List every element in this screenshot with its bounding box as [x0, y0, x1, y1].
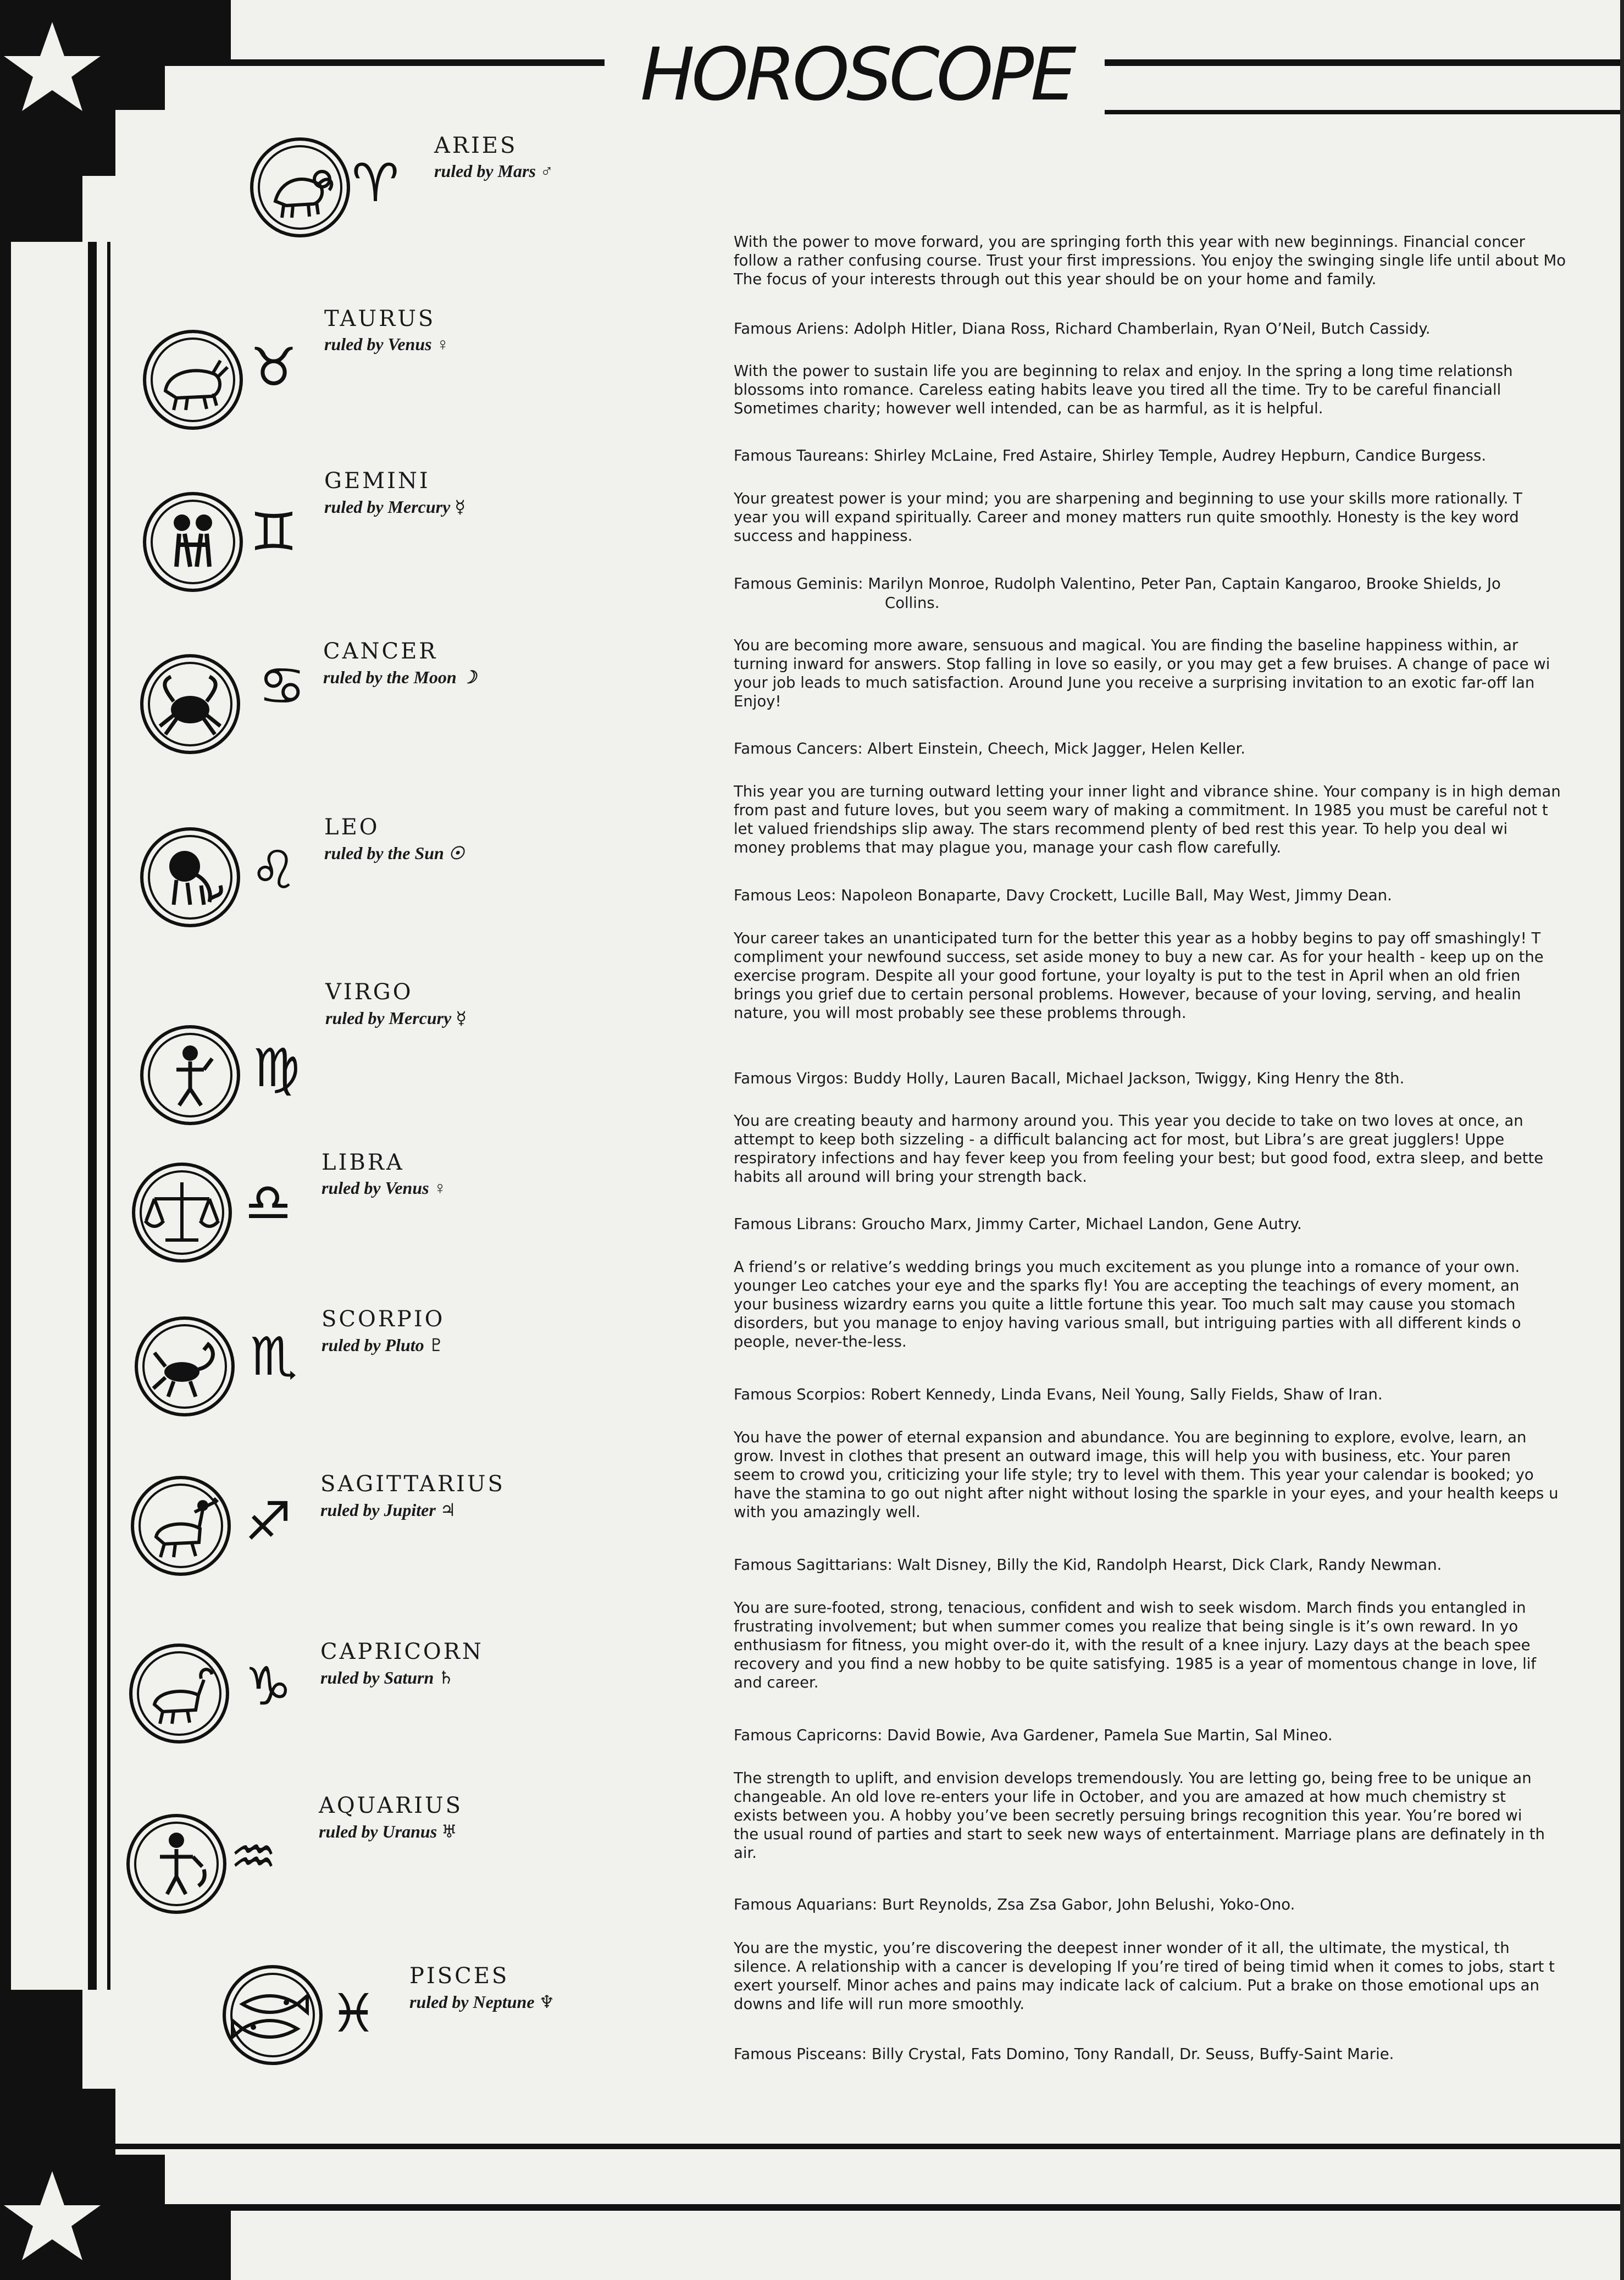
sign-name: LEO: [324, 815, 380, 840]
famous-scorpio: Famous Scorpios: Robert Kennedy, Linda Evans, Neil Young, Sally Fields, Shaw of Iran.: [734, 1386, 1383, 1403]
entry-line: people, never-the-less.: [734, 1333, 907, 1351]
sign-ruler: ruled by the Sun ☉: [324, 843, 464, 863]
entry-line: You have the power of eternal expansion and abundance. You are beginning to explore, evolve, learn, an: [734, 1429, 1527, 1446]
entry-line: You are becoming more aware, sensuous and magical. You are finding the baseline happiness within, ar: [734, 637, 1518, 654]
famous-aquarius: Famous Aquarians: Burt Reynolds, Zsa Zsa Gabor, John Belushi, Yoko-Ono.: [734, 1896, 1295, 1913]
sign-label-scorpio: [322, 1308, 445, 1355]
sign-ruler: ruled by Mars ♂: [434, 161, 553, 181]
famous-gemini: Famous Geminis: Marilyn Monroe, Rudolph Valentino, Peter Pan, Captain Kangaroo, Brooke Shields, Jo: [734, 575, 1501, 593]
fish-icon: [223, 1965, 323, 2065]
entry-line: seem to crowd you, criticizing your life style; try to level with them. This year your calendar is booked; yo: [734, 1466, 1534, 1484]
entry-line: With the power to sustain life you are beginning to relax and enjoy. In the spring a long time relationsh: [734, 362, 1513, 380]
entry-line: have the stamina to go out night after night without losing the sparkle in your eyes, and your health keeps u: [734, 1485, 1559, 1502]
sign-ruler: ruled by Pluto ♇: [322, 1335, 445, 1355]
entry-line: nature, you will most probably see these problems through.: [734, 1004, 1187, 1022]
lion-icon: [140, 827, 240, 927]
sign-label-aquarius: [319, 1795, 463, 1842]
sign-ruler: ruled by Saturn ♄: [320, 1668, 454, 1687]
sign-ruler: ruled by Mercury ☿: [324, 497, 465, 517]
entry-line: exists between you. A hobby you’ve been secretly persuing brings recognition this year. You’re bored wi: [734, 1807, 1522, 1824]
sign-ruler: ruled by Venus ♀: [324, 334, 450, 354]
entry-line: disorders, but you manage to enjoy having various small, but intriguing parties with all different kinds o: [734, 1314, 1521, 1332]
goat-icon: [129, 1643, 229, 1744]
entry-aquarius: [734, 1769, 1624, 1862]
entry-line: turning inward for answers. Stop falling in love so easily, or you may get a few bruises. A change of pace wi: [734, 655, 1550, 673]
scorpion-icon: [135, 1316, 235, 1416]
entry-line: attempt to keep both sizzeling - a difficult balancing act for most, but Libra’s are great jugglers! Uppe: [734, 1131, 1505, 1148]
entry-line: Your career takes an unanticipated turn for the better this year as a hobby begins to pay off smashingly! T: [734, 929, 1541, 947]
entry-line: A friend’s or relative’s wedding brings you much excitement as you plunge into a romance of your own.: [734, 1258, 1520, 1276]
maiden-icon: [140, 1025, 240, 1125]
sign-label-aries: [434, 135, 553, 181]
entry-virgo: [734, 929, 1624, 1022]
entry-line: grow. Invest in clothes that present an outward image, this will help you with business, etc. Your paren: [734, 1447, 1511, 1465]
entry-line: from past and future loves, but you seem wary of making a commitment. In 1985 you must be careful not t: [734, 801, 1548, 819]
libra-glyph-icon: ♎: [245, 1172, 292, 1233]
entry-scorpio: [734, 1258, 1624, 1351]
sign-name: LIBRA: [322, 1150, 404, 1175]
sign-ruler: ruled by Jupiter ♃: [320, 1500, 456, 1520]
sign-name: ARIES: [434, 133, 518, 158]
entry-line: blossoms into romance. Careless eating habits leave you tired all the time. Try to be careful financiall: [734, 381, 1501, 399]
sign-name: TAURUS: [324, 306, 436, 331]
entry-line: your job leads to much satisfaction. Around June you receive a surprising invitation to an exotic far-off lan: [734, 674, 1535, 691]
entry-line: You are the mystic, you’re discovering the deepest inner wonder of it all, the ultimate, the mystical, th: [734, 1939, 1510, 1957]
entry-line: money problems that may plague you, manage your cash flow carefully.: [734, 839, 1282, 856]
archer-icon: [131, 1476, 231, 1576]
aries-glyph-icon: ♈: [352, 152, 400, 214]
entry-libra: [734, 1111, 1624, 1186]
virgo-glyph-icon: ♍: [253, 1037, 301, 1099]
pisces-glyph-icon: ♓: [330, 1983, 378, 2044]
entry-line: downs and life will run more smoothly.: [734, 1995, 1025, 2013]
entry-line: The focus of your interests through out this year should be on your home and family.: [734, 270, 1377, 288]
famous-gemini-continued: Collins.: [885, 594, 940, 612]
entry-line: your business wizardry earns you quite a little fortune this year. Too much salt may cause you stomach: [734, 1296, 1516, 1313]
cancer-glyph-icon: ♋: [258, 655, 306, 717]
sign-ruler: ruled by the Moon ☽: [323, 667, 477, 687]
sign-ruler: ruled by Venus ♀: [322, 1178, 447, 1198]
entry-line: silence. A relationship with a cancer is developing If you’re tired of being timid when it comes to jobs, start t: [734, 1958, 1555, 1975]
famous-cancer: Famous Cancers: Albert Einstein, Cheech, Mick Jagger, Helen Keller.: [734, 740, 1245, 757]
sign-label-virgo: [325, 981, 467, 1028]
sign-label-pisces: [409, 1965, 555, 2012]
famous-libra: Famous Librans: Groucho Marx, Jimmy Carter, Michael Landon, Gene Autry.: [734, 1215, 1302, 1233]
entry-aries: [734, 233, 1624, 289]
entry-line: The strength to uplift, and envision develops tremendously. You are letting go, being free to be unique an: [734, 1769, 1532, 1787]
entry-gemini: [734, 489, 1624, 545]
entry-line: success and happiness.: [734, 527, 913, 545]
sign-label-gemini: [324, 470, 465, 517]
famous-capricorn: Famous Capricorns: David Bowie, Ava Gardener, Pamela Sue Martin, Sal Mineo.: [734, 1726, 1333, 1744]
sign-ruler: ruled by Mercury ☿: [325, 1008, 467, 1028]
entry-taurus: [734, 362, 1624, 418]
entry-line: let valued friendships slip away. The stars recommend plenty of bed rest this year. To help you deal wi: [734, 820, 1508, 838]
sign-label-cancer: [323, 640, 476, 688]
famous-aries: Famous Ariens: Adolph Hitler, Diana Ross, Richard Chamberlain, Ryan O’Neil, Butch Cassidy.: [734, 320, 1431, 337]
famous-leo: Famous Leos: Napoleon Bonaparte, Davy Crockett, Lucille Ball, May West, Jimmy Dean.: [734, 887, 1392, 904]
sign-name: SCORPIO: [322, 1307, 445, 1332]
aquarius-glyph-icon: ♒: [230, 1826, 278, 1888]
entry-line: You are creating beauty and harmony around you. This year you decide to take on two loves at once, an: [734, 1112, 1523, 1130]
capricorn-glyph-icon: ♑: [245, 1656, 292, 1717]
scorpio-glyph-icon: ♏: [250, 1326, 298, 1387]
entry-line: Sometimes charity; however well intended, can be as harmful, as it is helpful.: [734, 400, 1323, 417]
entry-capricorn: [734, 1598, 1624, 1692]
entry-line: exercise program. Despite all your good fortune, your loyalty is put to the test in April when an old frien: [734, 967, 1521, 984]
sign-label-taurus: [324, 308, 450, 355]
entry-line: respiratory infections and hay fever keep you from feeling your best; but good food, extra sleep, and bette: [734, 1149, 1544, 1167]
entry-line: exert yourself. Minor aches and pains may indicate lack of calcium. Put a brake on those emotional ups an: [734, 1977, 1539, 1994]
sign-label-leo: [324, 816, 464, 864]
crab-icon: [140, 654, 240, 754]
sign-label-capricorn: [320, 1641, 484, 1688]
ram-icon: [250, 137, 350, 237]
entry-line: Your greatest power is your mind; you are sharpening and beginning to use your skills more rationally. T: [734, 490, 1522, 507]
famous-pisces: Famous Pisceans: Billy Crystal, Fats Domino, Tony Randall, Dr. Seuss, Buffy-Saint Marie.: [734, 2045, 1394, 2063]
entry-line: with you amazingly well.: [734, 1503, 921, 1521]
entry-line: With the power to move forward, you are springing forth this year with new beginnings. Financial concer: [734, 233, 1525, 251]
entry-leo: [734, 782, 1624, 857]
entry-pisces: [734, 1939, 1624, 2013]
entry-line: habits all around will bring your strength back.: [734, 1168, 1087, 1186]
famous-sagittarius: Famous Sagittarians: Walt Disney, Billy the Kid, Randolph Hearst, Dick Clark, Randy Newman.: [734, 1556, 1442, 1574]
sign-name: GEMINI: [324, 468, 430, 494]
twins-icon: [143, 492, 243, 592]
bull-icon: [143, 330, 243, 430]
entry-line: This year you are turning outward letting your inner light and vibrance shine. Your company is in high deman: [734, 783, 1561, 800]
scales-icon: [132, 1163, 232, 1263]
sign-name: CANCER: [323, 639, 438, 664]
famous-taurus: Famous Taureans: Shirley McLaine, Fred Astaire, Shirley Temple, Audrey Hepburn, Candice Burgess.: [734, 447, 1487, 464]
entry-line: You are sure-footed, strong, tenacious, confident and wish to seek wisdom. March finds you entangled in: [734, 1599, 1526, 1617]
sign-name: VIRGO: [325, 979, 413, 1005]
sign-ruler: ruled by Neptune ♆: [409, 1992, 555, 2012]
gemini-glyph-icon: ♊: [250, 501, 298, 563]
famous-virgo: Famous Virgos: Buddy Holly, Lauren Bacall, Michael Jackson, Twiggy, King Henry the 8th.: [734, 1070, 1405, 1087]
entry-line: Enjoy!: [734, 693, 781, 710]
sign-ruler: ruled by Uranus ♅: [319, 1822, 457, 1841]
sign-label-sagittarius: [320, 1473, 505, 1520]
sign-name: PISCES: [409, 1963, 509, 1989]
entry-cancer: [734, 636, 1624, 711]
sign-name: AQUARIUS: [319, 1793, 463, 1818]
entry-line: changeable. An old love re-enters your life in October, and you are amazed at how much chemistry st: [734, 1788, 1506, 1806]
entry-line: younger Leo catches your eye and the sparks fly! You are accepting the teachings of every moment, an: [734, 1277, 1520, 1294]
leo-glyph-icon: ♌: [250, 839, 298, 901]
entry-line: and career.: [734, 1674, 819, 1691]
water-bearer-icon: [126, 1814, 226, 1914]
entry-line: recovery and you find a new hobby to be quite satisfying. 1985 is a year of momentous change in love, lif: [734, 1655, 1537, 1673]
entry-line: compliment your newfound success, set aside money to buy a new car. As for your health - keep up on the: [734, 948, 1544, 966]
entry-line: air.: [734, 1844, 757, 1862]
entry-line: the usual round of parties and start to seek new ways of entertainment. Marriage plans are definately in th: [734, 1825, 1545, 1843]
sign-name: SAGITTARIUS: [320, 1471, 505, 1497]
sagittarius-glyph-icon: ♐: [245, 1491, 292, 1552]
page-title: HOROSCOPE: [640, 32, 1073, 117]
sign-name: CAPRICORN: [320, 1639, 484, 1664]
entry-line: enthusiasm for fitness, you might over-do it, with the result of a knee injury. Lazy days at the beach spee: [734, 1636, 1531, 1654]
entry-line: frustrating involvement; but when summer comes you realize that being single is it’s own reward. In yo: [734, 1618, 1518, 1635]
entry-line: brings you grief due to certain personal problems. However, because of your loving, serving, and healin: [734, 986, 1521, 1003]
entry-line: year you will expand spiritually. Career and money matters run quite smoothly. Honesty is the key word: [734, 508, 1519, 526]
entry-line: follow a rather confusing course. Trust your first impressions. You enjoy the swinging single life until about Mo: [734, 252, 1566, 269]
taurus-glyph-icon: ♉: [250, 336, 298, 398]
entry-sagittarius: [734, 1428, 1624, 1521]
sign-label-libra: [322, 1152, 447, 1198]
